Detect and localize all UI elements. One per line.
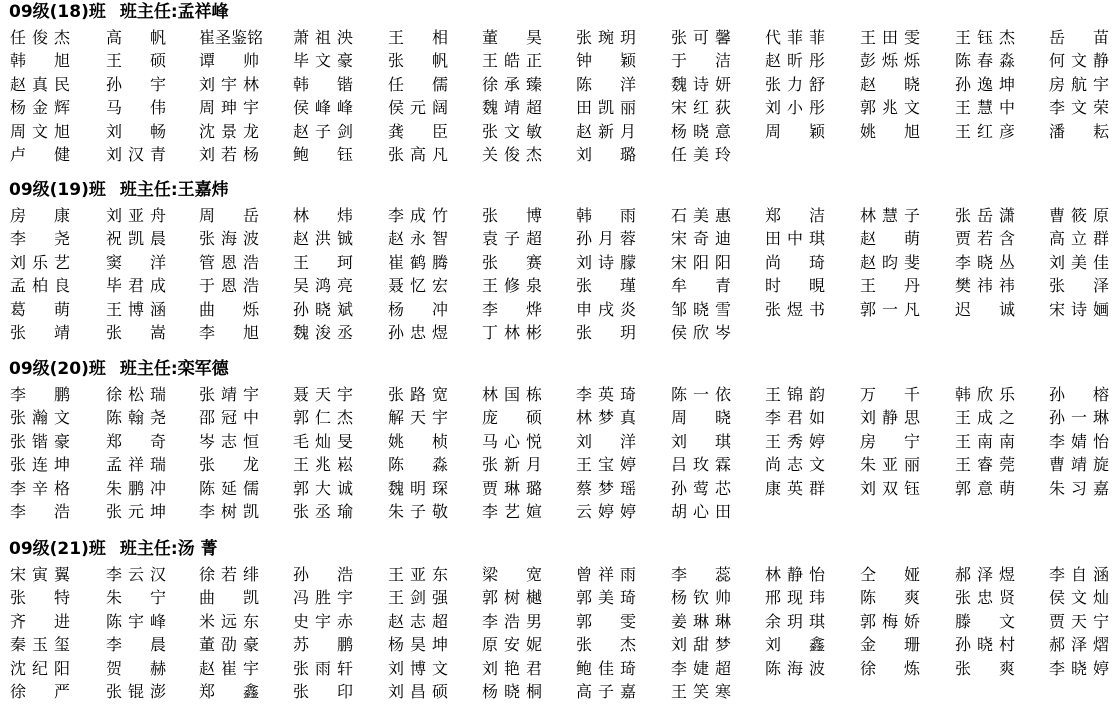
- student-name: 房 康: [10, 206, 70, 225]
- student-name: 刘 宇 林: [199, 74, 259, 94]
- student-name: 王 相: [388, 28, 448, 47]
- student-name: 赵 新 月: [576, 121, 636, 141]
- student-name: 尚 琦: [765, 252, 825, 272]
- student-name: 王 兆 崧: [293, 455, 353, 475]
- student-name: 刘 双 钰: [860, 478, 920, 498]
- student-name: 邹 晓 雪: [671, 299, 731, 319]
- student-name: 侯 欣 岑: [671, 323, 731, 342]
- student-name: 郭 兆 文: [860, 98, 920, 118]
- student-name: 时 晛: [765, 276, 825, 296]
- student-name: 王 慧 中: [955, 98, 1015, 118]
- student-name: 王 田 雯: [860, 28, 920, 47]
- student-name: 张 丞 瑜: [293, 502, 353, 521]
- student-name: 刘 甜 梦: [671, 635, 731, 655]
- student-name: 陈 洋: [576, 74, 636, 94]
- student-name: 魏 靖 超: [482, 98, 542, 118]
- student-name: 康 英 群: [765, 478, 825, 498]
- student-name: 张 雨 轩: [293, 658, 353, 678]
- student-name: 马 伟: [106, 98, 166, 118]
- student-name: 崔 鹤 腾: [388, 252, 448, 272]
- student-name: 张 博: [482, 206, 542, 225]
- student-name: 万 千: [860, 385, 920, 404]
- student-name: 魏 诗 妍: [671, 74, 731, 94]
- student-name: 马 心 悦: [482, 431, 542, 451]
- student-name: 王 成 之: [955, 408, 1015, 428]
- student-name: 徐 若 绯: [199, 565, 259, 584]
- student-name: 毕 文 豪: [293, 51, 353, 71]
- student-name: 李 蕊: [671, 565, 731, 584]
- student-name: 孟 柏 良: [10, 276, 70, 296]
- class-header: [9, 178, 229, 202]
- student-name: 陈 春 淼: [955, 51, 1015, 71]
- student-name: 赵 崔 宇: [199, 658, 259, 678]
- student-name: 张 新 月: [482, 455, 542, 475]
- student-name: 郑 奇: [106, 431, 166, 451]
- student-name: 赵 晓: [860, 74, 920, 94]
- student-name: 金 珊: [860, 635, 920, 655]
- student-name: 齐 进: [10, 611, 70, 631]
- student-name: 王 博 涵: [106, 299, 166, 319]
- student-name: 朱 亚 丽: [860, 455, 920, 475]
- student-name: 卢 健: [10, 145, 70, 164]
- student-name: 周 文 旭: [10, 121, 70, 141]
- student-name: 刘 诗 朦: [576, 252, 636, 272]
- student-name: 孙 晓 斌: [293, 299, 353, 319]
- student-name: 韩 锴: [293, 74, 353, 94]
- student-name: 王 笑 寒: [671, 682, 731, 701]
- student-name: 李 艺 媗: [482, 502, 542, 521]
- student-name: 宋 奇 迪: [671, 229, 731, 249]
- student-name: 萧 祖 泱: [293, 28, 353, 47]
- student-name: 孙 逸 坤: [955, 74, 1015, 94]
- student-name: 韩 欣 乐: [955, 385, 1015, 404]
- student-name: 张 特: [10, 588, 70, 608]
- student-name: 周 岳: [199, 206, 259, 225]
- student-name: 刘 乐 艺: [10, 252, 70, 272]
- student-name: 张 杰: [576, 635, 636, 655]
- student-name: 代 菲 菲: [765, 28, 825, 47]
- student-name: 孙 晓 村: [955, 635, 1015, 655]
- student-name: 张 靖 宇: [199, 385, 259, 404]
- student-name: 米 远 东: [199, 611, 259, 631]
- student-name: 李 旭: [199, 323, 259, 342]
- student-name: 侯 峰 峰: [293, 98, 353, 118]
- student-name: 冯 胜 宇: [293, 588, 353, 608]
- student-name: 董 昊: [482, 28, 542, 47]
- student-name: 陈 宇 峰: [106, 611, 166, 631]
- student-name: 张 泽: [1049, 276, 1109, 296]
- student-name: 刘 昌 硕: [388, 682, 448, 701]
- student-name: 张 瑾: [576, 276, 636, 296]
- student-name: 解 天 宇: [388, 408, 448, 428]
- student-name: 张 文 敏: [482, 121, 542, 141]
- student-name: 刘 璐: [576, 145, 636, 164]
- student-name: 孙 榕: [1049, 385, 1109, 404]
- student-name: 徐 承 臻: [482, 74, 542, 94]
- student-name: 滕 文: [955, 611, 1015, 631]
- student-name: 张 锴 豪: [10, 431, 70, 451]
- student-name: 王 丹: [860, 276, 920, 296]
- student-name: 杨 晓 意: [671, 121, 731, 141]
- student-name: 迟 诚: [955, 299, 1015, 319]
- student-name: 毕 君 成: [106, 276, 166, 296]
- student-name: 郑 鑫: [199, 682, 259, 701]
- student-name: 任 俊 杰: [10, 28, 70, 47]
- student-name: 贾 若 含: [955, 229, 1015, 249]
- student-name: 刘 亚 舟: [106, 206, 166, 225]
- student-name: 郭 梅 娇: [860, 611, 920, 631]
- student-name: 董 劭 豪: [199, 635, 259, 655]
- student-name: 赵 子 剑: [293, 121, 353, 141]
- student-name: 郭 意 萌: [955, 478, 1015, 498]
- student-name: 鲍 佳 琦: [576, 658, 636, 678]
- student-name: 孙 宇: [106, 74, 166, 94]
- class-name: 09级(21)班: [9, 539, 106, 559]
- student-name: 房 航 宇: [1049, 74, 1109, 94]
- student-name: 管 恩 浩: [199, 252, 259, 272]
- student-name: 曹 筱 原: [1049, 206, 1109, 225]
- student-name: 刘 艳 君: [482, 658, 542, 678]
- student-name: 刘 洋: [576, 431, 636, 451]
- student-name: 郭 美 琦: [576, 588, 636, 608]
- student-name: 杨 钦 帅: [671, 588, 731, 608]
- student-name: 崔 圣 鉴 铭: [199, 28, 264, 47]
- student-name: 郝 泽 熠: [1049, 635, 1109, 655]
- student-name: 史 宇 赤: [293, 611, 353, 631]
- student-name: 吴 鸿 亮: [293, 276, 353, 296]
- student-name: 张 瀚 文: [10, 408, 70, 428]
- student-name: 杨 金 辉: [10, 98, 70, 118]
- student-name: 刘 小 彤: [765, 98, 825, 118]
- class-header: [9, 357, 229, 381]
- student-name: 张 路 宽: [388, 385, 448, 404]
- student-name: 聂 忆 宏: [388, 276, 448, 296]
- student-name: 宋 阳 阳: [671, 252, 731, 272]
- student-name: 孙 忠 煜: [388, 323, 448, 342]
- class-name: 09级(18)班: [9, 2, 106, 22]
- student-name: 韩 雨: [576, 206, 636, 225]
- student-name: 李 浩 男: [482, 611, 542, 631]
- student-name: 侯 文 灿: [1049, 588, 1109, 608]
- student-name: 申 戌 炎: [576, 299, 636, 319]
- student-name: 王 睿 莞: [955, 455, 1015, 475]
- student-name: 何 文 静: [1049, 51, 1109, 71]
- student-name: 聂 天 宇: [293, 385, 353, 404]
- student-name: 关 俊 杰: [482, 145, 542, 164]
- student-name: 鲍 钰: [293, 145, 353, 164]
- student-name: 李 成 竹: [388, 206, 448, 225]
- student-name: 谭 帅: [199, 51, 259, 71]
- student-name: 刘 博 文: [388, 658, 448, 678]
- student-name: 樊 祎 祎: [955, 276, 1015, 296]
- student-name: 杨 冲: [388, 299, 448, 319]
- student-name: 袁 子 超: [482, 229, 542, 249]
- student-name: 房 宁: [860, 431, 920, 451]
- student-name: 岳 苗: [1049, 28, 1109, 47]
- student-name: 邵 冠 中: [199, 408, 259, 428]
- student-name: 丁 林 彬: [482, 323, 542, 342]
- student-name: 林 慧 子: [860, 206, 920, 225]
- student-name: 田 中 琪: [765, 229, 825, 249]
- student-name: 贺 赫: [106, 658, 166, 678]
- student-name: 周 颖: [765, 121, 825, 141]
- student-name: 任 儒: [388, 74, 448, 94]
- student-name: 张 高 凡: [388, 145, 448, 164]
- student-name: 魏 浚 丞: [293, 323, 353, 342]
- student-name: 曾 祥 雨: [576, 565, 636, 584]
- student-name: 苏 鹏: [293, 635, 353, 655]
- student-name: 张 玥: [576, 323, 636, 342]
- student-name: 郭 仁 杰: [293, 408, 353, 428]
- student-name: 尚 志 文: [765, 455, 825, 475]
- student-name: 王 宝 婷: [576, 455, 636, 475]
- student-name: 李 晓 婷: [1049, 658, 1109, 678]
- student-name: 刘 汉 青: [106, 145, 166, 164]
- student-name: 张 海 波: [199, 229, 259, 249]
- student-name: 陈 一 依: [671, 385, 731, 404]
- student-name: 高 立 群: [1049, 229, 1109, 249]
- student-name: 刘 若 杨: [199, 145, 259, 164]
- student-name: 孙 浩: [293, 565, 353, 584]
- student-name: 周 珅 宇: [199, 98, 259, 118]
- student-name: 孙 一 琳: [1049, 408, 1109, 428]
- student-name: 田 凯 丽: [576, 98, 636, 118]
- student-name: 赵 昕 彤: [765, 51, 825, 71]
- student-name: 李 烨: [482, 299, 542, 319]
- student-name: 蔡 梦 瑶: [576, 478, 636, 498]
- student-name: 郭 雯: [576, 611, 636, 631]
- student-name: 张 琬 玥: [576, 28, 636, 47]
- student-name: 徐 严: [10, 682, 70, 701]
- student-name: 王 硕: [106, 51, 166, 71]
- student-name: 姚 桢: [388, 431, 448, 451]
- student-name: 李 文 荣: [1049, 98, 1109, 118]
- student-name: 曹 靖 旋: [1049, 455, 1109, 475]
- student-name: 王 红 彦: [955, 121, 1015, 141]
- student-name: 李 君 如: [765, 408, 825, 428]
- student-name: 李 婕 超: [671, 658, 731, 678]
- student-name: 高 帆: [106, 28, 166, 47]
- student-name: 云 婷 婷: [576, 502, 636, 521]
- student-name: 曲 凯: [199, 588, 259, 608]
- student-name: 赵 真 民: [10, 74, 70, 94]
- student-name: 祝 凯 晨: [106, 229, 166, 249]
- student-name: 陈 延 儒: [199, 478, 259, 498]
- student-name: 魏 明 琛: [388, 478, 448, 498]
- student-name: 孙 莺 芯: [671, 478, 731, 498]
- class-header: [9, 537, 218, 561]
- student-name: 刘 美 佳: [1049, 252, 1109, 272]
- student-name: 李 树 凯: [199, 502, 259, 521]
- student-name: 王 珂: [293, 252, 353, 272]
- student-name: 沈 纪 阳: [10, 658, 70, 678]
- student-name: 陈 淼: [388, 455, 448, 475]
- student-name: 石 美 惠: [671, 206, 731, 225]
- student-name: 孟 祥 瑞: [106, 455, 166, 475]
- head-teacher: 班主任:王嘉炜: [119, 180, 229, 200]
- class-name: 09级(20)班: [9, 359, 106, 379]
- student-name: 姜 琳 琳: [671, 611, 731, 631]
- student-name: 姚 旭: [860, 121, 920, 141]
- student-name: 任 美 玲: [671, 145, 731, 164]
- student-name: 于 恩 浩: [199, 276, 259, 296]
- student-name: 王 南 南: [955, 431, 1015, 451]
- student-name: 胡 心 田: [671, 502, 731, 521]
- student-name: 李 鹏: [10, 385, 70, 404]
- student-name: 沈 景 龙: [199, 121, 259, 141]
- student-name: 宋 诗 婳: [1049, 299, 1109, 319]
- student-name: 王 亚 东: [388, 565, 448, 584]
- student-name: 朱 习 嘉: [1049, 478, 1109, 498]
- student-name: 杨 晓 桐: [482, 682, 542, 701]
- student-name: 张 忠 贤: [955, 588, 1015, 608]
- student-name: 葛 萌: [10, 299, 70, 319]
- student-name: 秦 玉 玺: [10, 635, 70, 655]
- student-name: 王 秀 婷: [765, 431, 825, 451]
- student-name: 张 帆: [388, 51, 448, 71]
- student-name: 刘 畅: [106, 121, 166, 141]
- student-name: 李 云 汉: [106, 565, 166, 584]
- student-name: 张 龙: [199, 455, 259, 475]
- student-name: 林 静 怡: [765, 565, 825, 584]
- student-name: 牟 青: [671, 276, 731, 296]
- student-name: 王 钰 杰: [955, 28, 1015, 47]
- student-name: 吕 玫 霖: [671, 455, 731, 475]
- student-name: 李 英 琦: [576, 385, 636, 404]
- student-name: 王 锦 韵: [765, 385, 825, 404]
- student-name: 仝 娅: [860, 565, 920, 584]
- student-name: 李 婧 怡: [1049, 431, 1109, 451]
- student-name: 张 连 坤: [10, 455, 70, 475]
- student-name: 张 锟 澎: [106, 682, 166, 701]
- student-name: 杨 昊 坤: [388, 635, 448, 655]
- student-name: 周 晓: [671, 408, 731, 428]
- student-name: 宋 寅 翼: [10, 565, 70, 584]
- student-name: 郭 大 诚: [293, 478, 353, 498]
- student-name: 张 赛: [482, 252, 542, 272]
- class-name: 09级(19)班: [9, 180, 106, 200]
- student-name: 曲 烁: [199, 299, 259, 319]
- student-name: 陈 翰 尧: [106, 408, 166, 428]
- student-name: 龚 臣: [388, 121, 448, 141]
- student-name: 刘 静 思: [860, 408, 920, 428]
- student-name: 梁 宽: [482, 565, 542, 584]
- student-name: 原 安 妮: [482, 635, 542, 655]
- student-name: 侯 元 阔: [388, 98, 448, 118]
- student-name: 岑 志 恒: [199, 431, 259, 451]
- student-name: 庞 硕: [482, 408, 542, 428]
- student-name: 赵 昀 斐: [860, 252, 920, 272]
- head-teacher: 班主任:孟祥峰: [119, 2, 229, 22]
- student-name: 徐 松 瑞: [106, 385, 166, 404]
- student-name: 郭 一 凡: [860, 299, 920, 319]
- student-name: 赵 萌: [860, 229, 920, 249]
- student-name: 郑 洁: [765, 206, 825, 225]
- student-name: 李 晓 丛: [955, 252, 1015, 272]
- student-name: 韩 旭: [10, 51, 70, 71]
- student-name: 李 尧: [10, 229, 70, 249]
- student-name: 张 靖: [10, 323, 70, 342]
- student-name: 彭 烁 烁: [860, 51, 920, 71]
- student-name: 郭 树 樾: [482, 588, 542, 608]
- student-name: 宋 红 荻: [671, 98, 731, 118]
- student-name: 毛 灿 旻: [293, 431, 353, 451]
- student-name: 刘 琪: [671, 431, 731, 451]
- student-name: 窦 洋: [106, 252, 166, 272]
- student-name: 张 可 馨: [671, 28, 731, 47]
- student-name: 李 辛 格: [10, 478, 70, 498]
- head-teacher: 班主任:栾军德: [119, 359, 229, 379]
- student-name: 林 国 栋: [482, 385, 542, 404]
- head-teacher: 班主任:汤 菁: [119, 539, 218, 559]
- student-name: 贾 天 宁: [1049, 611, 1109, 631]
- student-name: 张 岳 潇: [955, 206, 1015, 225]
- student-name: 刘 鑫: [765, 635, 825, 655]
- student-name: 张 嵩: [106, 323, 166, 342]
- student-name: 张 煜 书: [765, 299, 825, 319]
- student-name: 于 洁: [671, 51, 731, 71]
- student-name: 王 修 泉: [482, 276, 542, 296]
- student-name: 陈 海 波: [765, 658, 825, 678]
- student-name: 陈 爽: [860, 588, 920, 608]
- student-name: 张 力 舒: [765, 74, 825, 94]
- student-name: 高 子 嘉: [576, 682, 636, 701]
- student-name: 郝 泽 煜: [955, 565, 1015, 584]
- student-name: 赵 志 超: [388, 611, 448, 631]
- student-name: 张 印: [293, 682, 353, 701]
- student-name: 王 剑 强: [388, 588, 448, 608]
- class-header: [9, 0, 229, 24]
- student-name: 徐 炼: [860, 658, 920, 678]
- student-name: 李 浩: [10, 502, 70, 521]
- student-name: 邢 现 玮: [765, 588, 825, 608]
- student-name: 林 梦 真: [576, 408, 636, 428]
- student-name: 赵 洪 铖: [293, 229, 353, 249]
- student-name: 钟 颖: [576, 51, 636, 71]
- student-name: 赵 永 智: [388, 229, 448, 249]
- student-name: 孙 月 蓉: [576, 229, 636, 249]
- student-name: 张 爽: [955, 658, 1015, 678]
- student-name: 潘 耘: [1049, 121, 1109, 141]
- student-name: 李 晨: [106, 635, 166, 655]
- student-name: 余 玥 琪: [765, 611, 825, 631]
- student-name: 朱 子 敬: [388, 502, 448, 521]
- student-name: 李 自 涵: [1049, 565, 1109, 584]
- student-name: 朱 宁: [106, 588, 166, 608]
- student-name: 王 皓 正: [482, 51, 542, 71]
- student-name: 林 炜: [293, 206, 353, 225]
- student-name: 张 元 坤: [106, 502, 166, 521]
- student-name: 朱 鹏 冲: [106, 478, 166, 498]
- student-name: 贾 琳 璐: [482, 478, 542, 498]
